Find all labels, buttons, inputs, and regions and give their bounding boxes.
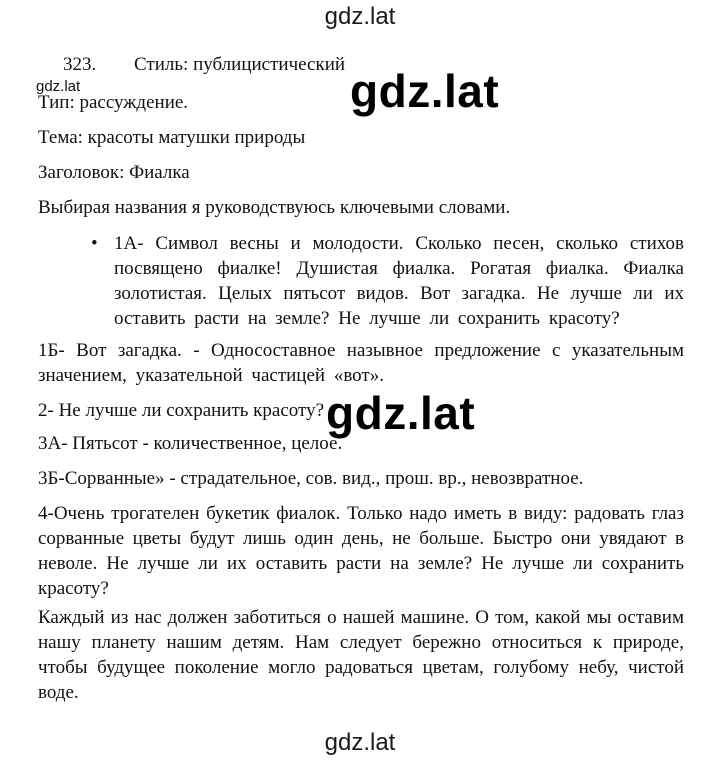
exercise-number: 323.	[63, 54, 97, 75]
type-line: Тип: рассуждение.	[38, 92, 189, 113]
watermark-top: gdz.lat	[324, 3, 396, 30]
paragraph-3b: 3Б-Сорванные» - страдательное, сов. вид., прош. вр., невозвратное.	[38, 468, 584, 489]
paragraph-3a: 3А- Пятьсот - количественное, целое.	[38, 433, 343, 454]
keywords-line: Выбирая названия я руководствуюсь ключевыми словами.	[38, 197, 511, 218]
watermark-large-1: gdz.lat	[350, 65, 500, 117]
watermark-bottom: gdz.lat	[324, 729, 396, 756]
paragraph-1b: 1Б- Вот загадка. - Односоставное назывное предложение с указательным значением, указательной частицей «вот».	[38, 340, 684, 386]
paragraph-4: 4-Очень трогателен букетик фиалок. Только надо иметь в виду: радовать глаз сорванные цветы будут лишь один день, не больше. Быстро они увядают в неволе. Не лучше ли их оставить расти на земле? Не лучше ли сохранить красоту?	[38, 503, 684, 599]
paragraph-final: Каждый из нас должен заботиться о нашей машине. О том, какой мы оставим нашу планету нашим детям. Нам следует бережно относиться к природе, чтобы будущее поколение могло радоваться цветам, голубому небу, чистой воде.	[38, 607, 684, 703]
style-line: Стиль: публицистический	[134, 54, 346, 75]
watermark-large-2: gdz.lat	[326, 387, 476, 439]
title-line: Заголовок: Фиалка	[38, 162, 190, 183]
bullet-paragraph: 1А- Символ весны и молодости. Сколько песен, сколько стихов посвящено фиалке! Душистая фиалка. Рогатая фиалка. Фиалка золотистая. Целых пятьсот видов. Вот загадка. Не лучше ли их оставить расти на земле? Не лучше ли сохранить красоту?	[114, 233, 684, 329]
watermark-small: gdz.lat	[36, 78, 81, 95]
bullet-dot: •	[91, 233, 98, 254]
paragraph-2: 2- Не лучше ли сохранить красоту?	[38, 400, 325, 421]
theme-line: Тема: красоты матушки природы	[38, 127, 306, 148]
